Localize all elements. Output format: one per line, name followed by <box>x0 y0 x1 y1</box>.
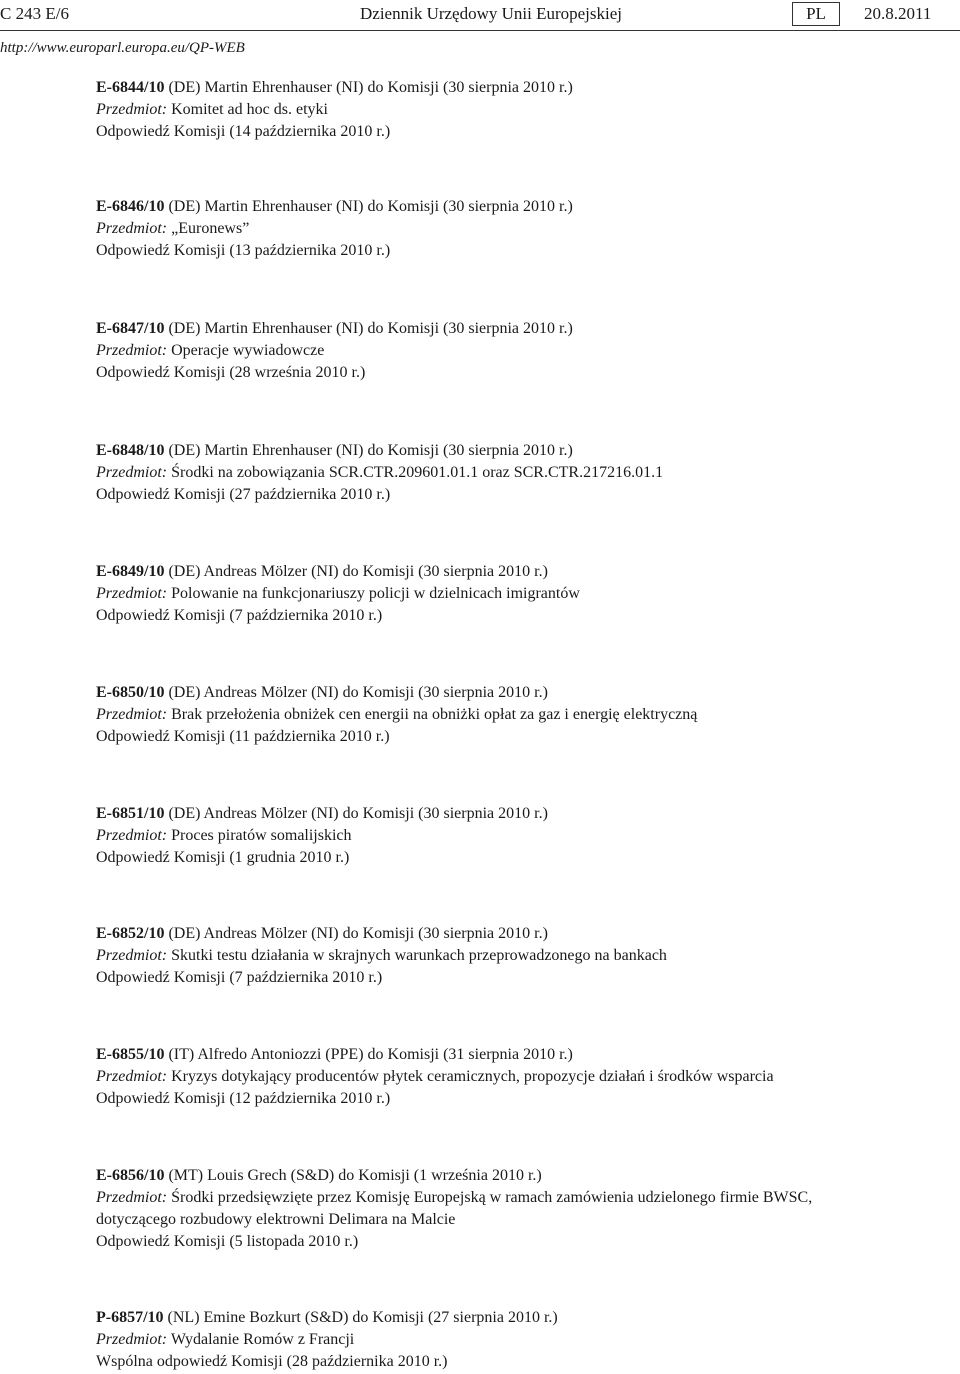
subject-line <box>96 462 856 484</box>
subject-label: Przedmiot: <box>96 101 168 118</box>
question-entry <box>96 77 856 143</box>
subject-line <box>96 1187 856 1231</box>
subject-label: Przedmiot: <box>96 947 168 964</box>
subject-label: Przedmiot: <box>96 1331 168 1348</box>
subject-label: Przedmiot: <box>96 342 168 359</box>
question-author: (DE) Andreas Mölzer (NI) do Komisji (30 sierpnia 2010 r.) <box>164 805 548 822</box>
question-author: (MT) Louis Grech (S&D) do Komisji (1 września 2010 r.) <box>164 1167 542 1184</box>
question-author: (IT) Alfredo Antoniozzi (PPE) do Komisji (31 sierpnia 2010 r.) <box>164 1046 573 1063</box>
question-number: E-6844/10 <box>96 79 165 96</box>
journal-title: Dziennik Urzędowy Unii Europejskiej <box>360 4 623 23</box>
question-number: E-6852/10 <box>96 925 165 942</box>
answer-line: Odpowiedź Komisji (27 października 2010 r.) <box>96 486 391 503</box>
answer-line: Odpowiedź Komisji (11 października 2010 r.) <box>96 728 390 745</box>
question-line <box>96 682 856 704</box>
question-number: E-6846/10 <box>96 198 165 215</box>
question-author: (DE) Andreas Mölzer (NI) do Komisji (30 sierpnia 2010 r.) <box>164 925 548 942</box>
subject-text: Komitet ad hoc ds. etyki <box>167 101 328 118</box>
answer-line: Odpowiedź Komisji (5 listopada 2010 r.) <box>96 1233 359 1250</box>
subject-line <box>96 99 856 121</box>
question-entry <box>96 440 856 506</box>
subject-text: Kryzys dotykający producentów płytek ceramicznych, propozycje działań i środków wsparcia <box>167 1068 774 1085</box>
subject-line <box>96 704 856 726</box>
answer-line: Odpowiedź Komisji (7 października 2010 r.) <box>96 969 383 986</box>
answer-line: Odpowiedź Komisji (28 września 2010 r.) <box>96 364 366 381</box>
subject-text: Środki na zobowiązania SCR.CTR.209601.01.1 oraz SCR.CTR.217216.01.1 <box>167 464 664 481</box>
question-line <box>96 1165 856 1187</box>
page-header <box>0 2 960 30</box>
question-line <box>96 1044 856 1066</box>
subject-label: Przedmiot: <box>96 1189 168 1206</box>
question-author: (DE) Andreas Mölzer (NI) do Komisji (30 sierpnia 2010 r.) <box>164 563 548 580</box>
subject-text: Skutki testu działania w skrajnych warunkach przeprowadzonego na bankach <box>167 947 667 964</box>
subject-text: Proces piratów somalijskich <box>167 827 352 844</box>
question-line <box>96 1307 856 1329</box>
subject-line <box>96 945 856 967</box>
answer-line: Odpowiedź Komisji (12 października 2010 r.) <box>96 1090 391 1107</box>
subject-line <box>96 1329 856 1351</box>
answer-line: Odpowiedź Komisji (14 października 2010 r.) <box>96 123 391 140</box>
question-author: (DE) Martin Ehrenhauser (NI) do Komisji (30 sierpnia 2010 r.) <box>164 442 573 459</box>
publication-date: 20.8.2011 <box>864 4 932 23</box>
question-author: (DE) Martin Ehrenhauser (NI) do Komisji (30 sierpnia 2010 r.) <box>164 320 573 337</box>
question-line <box>96 923 856 945</box>
subject-label: Przedmiot: <box>96 706 168 723</box>
journal-reference: C 243 E/6 <box>0 4 69 23</box>
subject-label: Przedmiot: <box>96 827 168 844</box>
subject-line <box>96 218 856 240</box>
source-url[interactable]: http://www.europarl.europa.eu/QP-WEB <box>0 40 245 56</box>
subject-label: Przedmiot: <box>96 1068 168 1085</box>
subject-text: „Euronews” <box>167 220 250 237</box>
subject-text: Środki przedsięwzięte przez Komisję Europejską w ramach zamówienia udzielonego firmie BWSC, dotyczącego rozbudowy elektrowni Delimara na Malcie <box>96 1189 813 1228</box>
subject-label: Przedmiot: <box>96 585 168 602</box>
question-number: E-6848/10 <box>96 442 165 459</box>
subject-line <box>96 1066 856 1088</box>
question-number: P-6857/10 <box>96 1309 164 1326</box>
subject-text: Brak przełożenia obniżek cen energii na obniżki opłat za gaz i energię elektryczną <box>167 706 698 723</box>
subject-line <box>96 340 856 362</box>
question-number: E-6847/10 <box>96 320 165 337</box>
answer-line: Odpowiedź Komisji (7 października 2010 r.) <box>96 607 383 624</box>
question-entry <box>96 561 856 627</box>
question-line <box>96 318 856 340</box>
answer-line: Odpowiedź Komisji (1 grudnia 2010 r.) <box>96 849 350 866</box>
question-entry <box>96 682 856 748</box>
subject-line <box>96 825 856 847</box>
question-entry <box>96 1044 856 1110</box>
subject-line <box>96 583 856 605</box>
question-entry <box>96 1165 856 1253</box>
question-author: (DE) Andreas Mölzer (NI) do Komisji (30 sierpnia 2010 r.) <box>164 684 548 701</box>
question-author: (NL) Emine Bozkurt (S&D) do Komisji (27 sierpnia 2010 r.) <box>163 1309 558 1326</box>
subject-text: Polowanie na funkcjonariuszy policji w dzielnicach imigrantów <box>167 585 580 602</box>
language-badge: PL <box>792 2 840 26</box>
question-number: E-6850/10 <box>96 684 165 701</box>
question-line <box>96 803 856 825</box>
question-entry <box>96 196 856 262</box>
question-line <box>96 440 856 462</box>
question-line <box>96 196 856 218</box>
question-entry <box>96 923 856 989</box>
question-entry <box>96 1307 856 1373</box>
question-number: E-6855/10 <box>96 1046 165 1063</box>
question-number: E-6849/10 <box>96 563 165 580</box>
answer-line: Wspólna odpowiedź Komisji (28 października 2010 r.) <box>96 1353 448 1370</box>
subject-text: Wydalanie Romów z Francji <box>167 1331 355 1348</box>
question-author: (DE) Martin Ehrenhauser (NI) do Komisji (30 sierpnia 2010 r.) <box>164 79 573 96</box>
question-number: E-6856/10 <box>96 1167 165 1184</box>
subject-label: Przedmiot: <box>96 220 168 237</box>
question-line <box>96 561 856 583</box>
answer-line: Odpowiedź Komisji (13 października 2010 r.) <box>96 242 391 259</box>
question-author: (DE) Martin Ehrenhauser (NI) do Komisji (30 sierpnia 2010 r.) <box>164 198 573 215</box>
subject-label: Przedmiot: <box>96 464 168 481</box>
question-entry <box>96 318 856 384</box>
subject-text: Operacje wywiadowcze <box>167 342 325 359</box>
question-number: E-6851/10 <box>96 805 165 822</box>
question-line <box>96 77 856 99</box>
header-divider <box>0 30 960 31</box>
question-entry <box>96 803 856 869</box>
